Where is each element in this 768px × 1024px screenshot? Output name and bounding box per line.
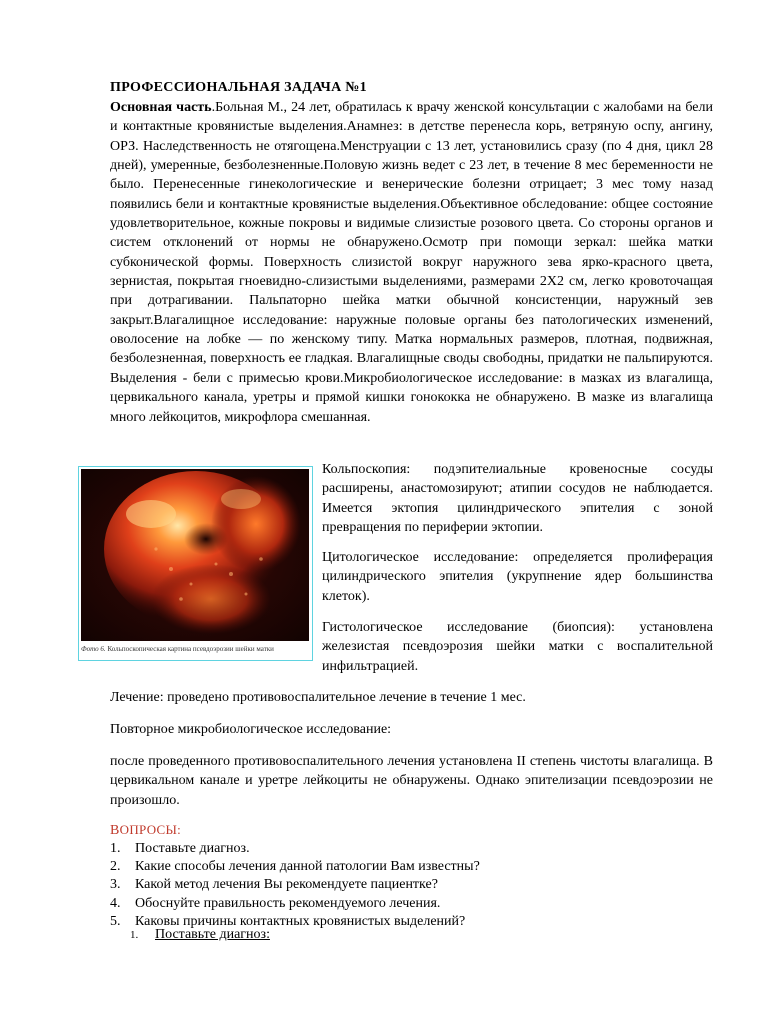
colposcopy-photo bbox=[81, 469, 309, 641]
colposcopy-figure bbox=[78, 466, 313, 661]
question-item: 2. Какие способы лечения данной патологии Вам известны? bbox=[110, 859, 480, 875]
after-treatment-paragraph: после проведенного противовоспалительного лечения установлена II степень чистоты влагалища. В цервикальном канале и уретре лейкоциты не обнаружены. Однако эпителизации псевдоэрозии не произошло. bbox=[110, 754, 713, 808]
repeat-study-paragraph: Повторное микробиологическое исследование: bbox=[110, 722, 392, 737]
histology-paragraph: Гистологическое исследование (биопсия): установлена железистая псевдоэрозия шейки матки с воспалительной инфильтрацией. bbox=[322, 620, 713, 674]
main-part-label: Основная часть bbox=[110, 100, 212, 115]
answer-subheading: 1. Поставьте диагноз: bbox=[130, 927, 270, 942]
cytology-paragraph: Цитологическое исследование: определяется пролиферация цилиндрического эпителия (укрупнение ядер большинства клеток). bbox=[322, 550, 713, 604]
main-part-text: .Больная М., 24 лет, обратилась к врачу женской консультации с жалобами на бели и контактные кровянистые выделения.Анамнез: в детстве перенесла корь, ветряную оспу, ангину, ОРЗ. Наследственность не отягощена.Менструации с 13 лет, установились сразу (по 4 дня, цикл 28 дней), умеренные, безболезненные.Половую жизнь ведет с 23 лет, в течение 8 мес беременности не было. Перенесенные гинекологические и венерические болезни отрицает; 3 мес тому назад появились бели и контактные кровянистые выделения.Объективное обследование: общее состояние удовлетворительное, кожные покровы и видимые слизистые розового цвета. Со стороны органов и систем отклонений от нормы не обнаружено.Осмотр при помощи зеркал: шейка матки субконической формы. Поверхность слизистой вокруг наружного зева ярко-красного цвета, зернистая, покрытая гноевидно-слизистыми выделениями, размерами 2Х2 см, легко кровоточащая при дотрагивании. Пальпаторно шейка матки обычной консистенции, наружный зев закрыт.Влагалищное исследование: наружные половые органы без патологических изменений, оволосение на лобке — по женскому типу. Матка нормальных размеров, плотная, подвижная, безболезненная, поверхность ее гладкая. Влагалищные своды свободны, придатки не пальпируются. Выделения - бели с примесью крови.Микробиологическое исследование: в мазках из влагалища, цервикального канала, уретры и прямой кишки гонококка не обнаружено. В мазке из влагалища много лейкоцитов, микрофлора смешанная. bbox=[110, 100, 713, 425]
question-item: 4. Обоснуйте правильность рекомендуемого лечения. bbox=[110, 895, 441, 911]
main-part-paragraph bbox=[110, 98, 713, 427]
question-item: 3. Какой метод лечения Вы рекомендуете пациентке? bbox=[110, 877, 438, 893]
questions-heading: ВОПРОСЫ: bbox=[110, 822, 182, 838]
treatment-paragraph: Лечение: проведено противовоспалительное лечение в течение 1 мес. bbox=[110, 690, 526, 705]
question-item: 1. Поставьте диагноз. bbox=[110, 841, 250, 856]
caption-prefix: Фото 6. bbox=[81, 645, 106, 653]
figure-caption bbox=[81, 645, 310, 654]
question-item: 5. Каковы причины контактных кровянистых выделений? bbox=[110, 913, 466, 929]
colposcopy-paragraph: Кольпоскопия: подэпителиальные кровеносные сосуды расширены, анастомозируют; атипии сосудов не наблюдается. Имеется эктопия цилиндрического эпителия с зоной превращения по периферии эктопии. bbox=[322, 462, 713, 536]
questions-list bbox=[110, 840, 480, 931]
caption-text: Кольпоскопическая картина псевдоэрозии шейки матки bbox=[107, 645, 274, 653]
task-title: ПРОФЕССИОНАЛЬНАЯ ЗАДАЧА №1 bbox=[110, 80, 367, 95]
